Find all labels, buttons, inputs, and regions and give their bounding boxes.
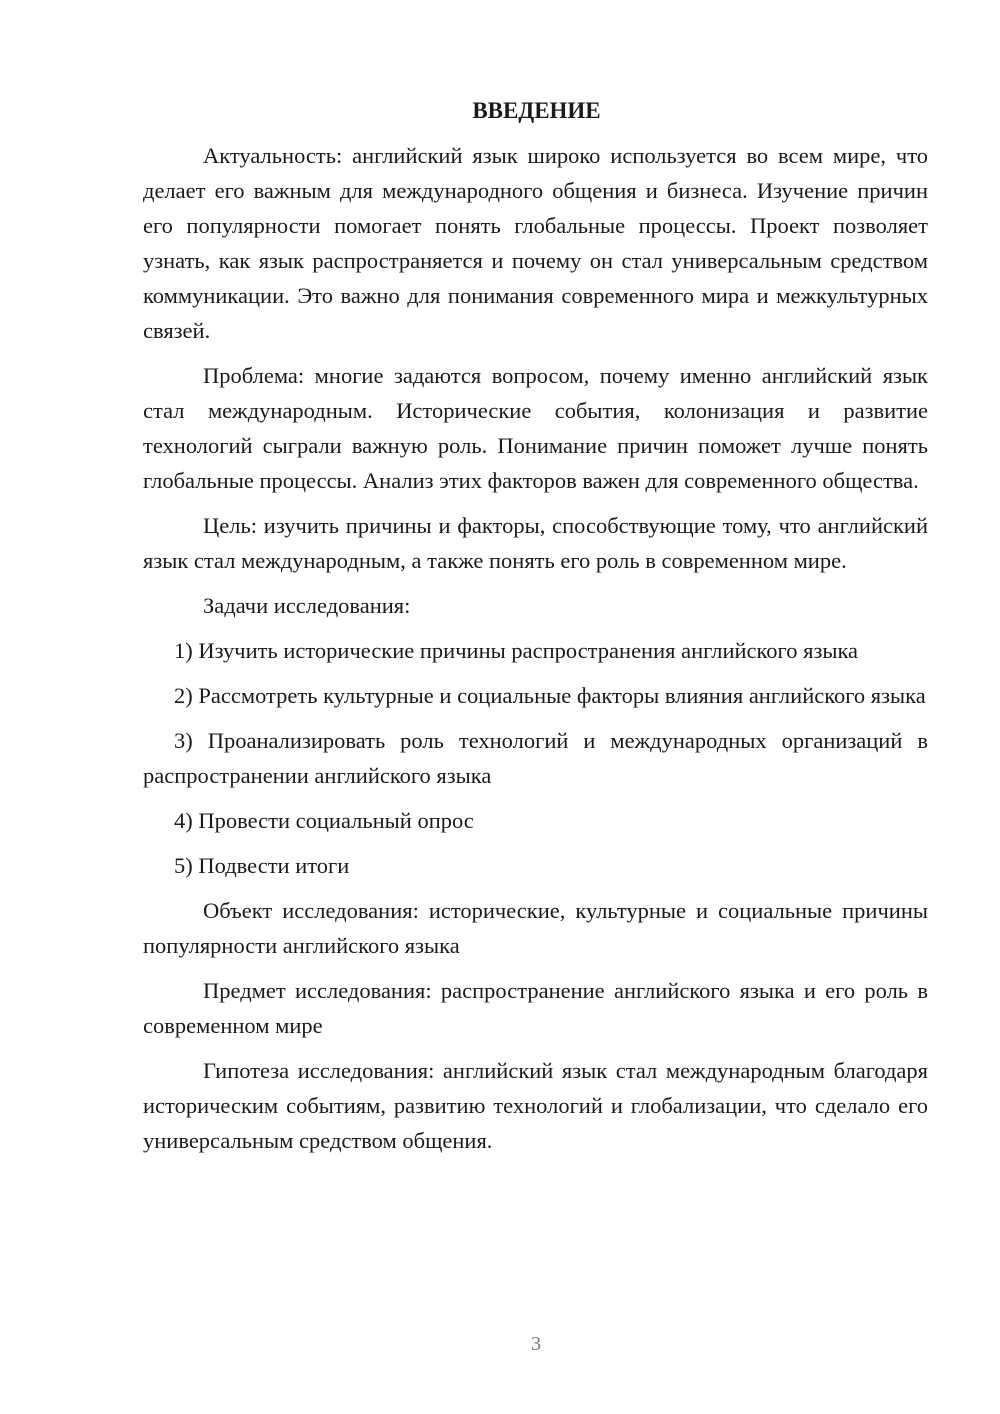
- document-page: [143, 94, 928, 1168]
- hypothesis-paragraph: Гипотеза исследования: английский язык стал международным благодаря историческим событиям, развитию технологий и глобализации, что сделало его универсальным средством общения.: [143, 1058, 928, 1153]
- tasks-title: Задачи исследования:: [203, 593, 411, 618]
- task-item-2: 2) Рассмотреть культурные и социальные факторы влияния английского языка: [174, 683, 926, 708]
- task-item-5: 5) Подвести итоги: [174, 853, 350, 878]
- subject-paragraph: Предмет исследования: распространение английского языка и его роль в современном мире: [143, 978, 928, 1038]
- problem-paragraph: Проблема: многие задаются вопросом, почему именно английский язык стал международным. Исторические события, колонизация и развитие технологий сыграли важную роль. Понимание причин поможет лучше понять глобальные процессы. Анализ этих факторов важен для современного общества.: [143, 363, 928, 493]
- task-item-4: 4) Провести социальный опрос: [174, 808, 474, 833]
- page-title: ВВЕДЕНИЕ: [472, 98, 601, 123]
- task-item-1: 1) Изучить исторические причины распространения английского языка: [174, 638, 859, 663]
- page-number: 3: [531, 1333, 541, 1355]
- task-item-3: 3) Проанализировать роль технологий и международных организаций в распространении английского языка: [143, 728, 928, 788]
- object-paragraph: Объект исследования: исторические, культурные и социальные причины популярности английского языка: [143, 898, 928, 958]
- goal-paragraph: Цель: изучить причины и факторы, способствующие тому, что английский язык стал международным, а также понять его роль в современном мире.: [143, 513, 928, 573]
- relevance-paragraph: Актуальность: английский язык широко используется во всем мире, что делает его важным для международного общения и бизнеса. Изучение причин его популярности помогает понять глобальные процессы. Проект позволяет узнать, как язык распространяется и почему он стал универсальным средством коммуникации. Это важно для понимания современного мира и межкультурных связей.: [143, 143, 928, 343]
